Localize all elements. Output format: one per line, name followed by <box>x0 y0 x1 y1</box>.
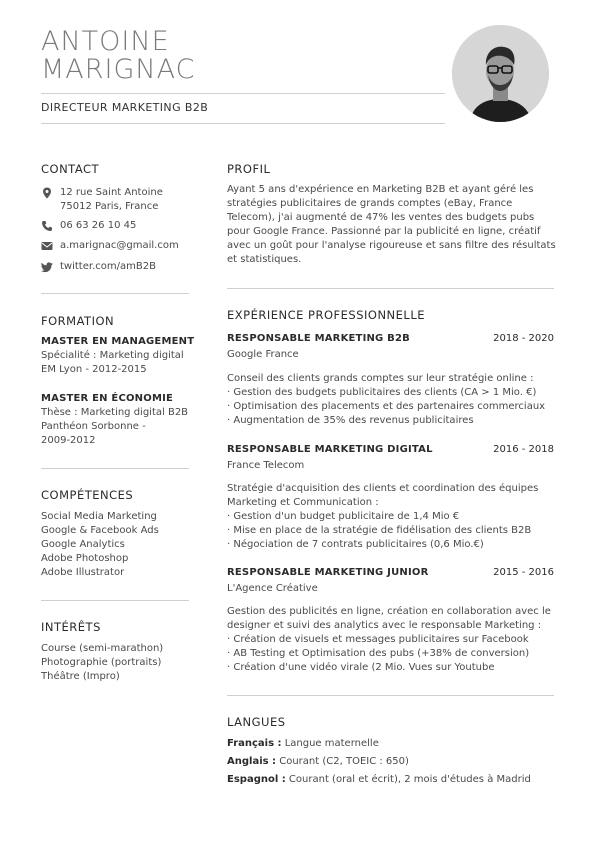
text-line: et statistiques. <box>227 254 302 265</box>
mail-icon <box>41 240 53 252</box>
interets-list <box>41 642 163 684</box>
text-line: · Augmentation de 35% des revenus publicitaires <box>227 415 474 426</box>
degree-title: MASTER EN MANAGEMENT <box>41 336 195 347</box>
text-line: Conseil des clients grands comptes sur leur stratégie online : <box>227 373 534 384</box>
text-line: avec un goût pour l'analyse rigoureuse et sans filtre des résultats <box>227 240 556 251</box>
job-company: France Telecom <box>227 460 305 471</box>
text-line: · Optimisation des placements et des partenaires commerciaux <box>227 401 546 412</box>
language-row <box>227 738 379 749</box>
language-name: Français : <box>227 738 282 749</box>
interets-heading: INTÉRÊTS <box>41 620 101 634</box>
degree-school: EM Lyon - 2012-2015 <box>41 364 147 375</box>
language-row <box>227 756 409 767</box>
degree-school: Panthéon Sorbonne - <box>41 421 146 432</box>
competences-heading: COMPÉTENCES <box>41 488 134 502</box>
location-pin-icon <box>41 187 53 199</box>
profil-divider <box>227 288 554 289</box>
job-title: RESPONSABLE MARKETING JUNIOR <box>227 567 429 578</box>
job-company: L'Agence Créative <box>227 583 318 594</box>
contact-heading: CONTACT <box>41 162 100 176</box>
job-description <box>227 372 557 428</box>
list-item: Théâtre (Impro) <box>41 671 120 682</box>
phone-number: 06 63 26 10 45 <box>60 220 137 231</box>
degree-years: 2009-2012 <box>41 435 96 446</box>
degree-title: MASTER EN ÉCONOMIE <box>41 393 174 404</box>
job-title: RESPONSABLE MARKETING DIGITAL <box>227 444 433 455</box>
list-item: Course (semi-marathon) <box>41 643 164 654</box>
job-dates: 2018 - 2020 <box>493 333 554 344</box>
email-address[interactable]: a.marignac@gmail.com <box>60 240 179 251</box>
text-line: Stratégie d'acquisition des clients et coordination des équipes <box>227 483 539 494</box>
last-name: MARIGNAC <box>41 54 196 85</box>
language-row <box>227 774 531 785</box>
text-line: · Gestion d'un budget publicitaire de 1,4 Mio € <box>227 511 460 522</box>
header-divider-bottom <box>41 123 445 124</box>
address-line-2: 75012 Paris, France <box>60 201 159 212</box>
job-title: RESPONSABLE MARKETING B2B <box>227 333 410 344</box>
list-item: Social Media Marketing <box>41 511 157 522</box>
profil-heading: PROFIL <box>227 162 271 176</box>
list-item: Google Analytics <box>41 539 125 550</box>
candidate-name <box>41 28 195 84</box>
text-line: · Négociation de 7 contrats publicitaires (0,6 Mio.€) <box>227 539 484 550</box>
text-line: stratégies publicitaires de grands comptes (eBay, France <box>227 198 513 209</box>
competences-list <box>41 510 159 580</box>
degree-detail: Spécialité : Marketing digital <box>41 350 184 361</box>
experience-heading: EXPÉRIENCE PROFESSIONNELLE <box>227 308 425 322</box>
phone-icon <box>41 220 53 232</box>
language-level: Courant (oral et écrit), 2 mois d'études à Madrid <box>285 774 531 785</box>
text-line: · Création de visuels et messages publicitaires sur Facebook <box>227 634 529 645</box>
language-name: Espagnol : <box>227 774 286 785</box>
contact-divider <box>41 293 189 294</box>
first-name: ANTOINE <box>41 26 170 57</box>
twitter-handle[interactable]: twitter.com/amB2B <box>60 261 156 272</box>
job-dates: 2016 - 2018 <box>493 444 554 455</box>
text-line: designer et suivi des analytics avec le responsable Marketing : <box>227 620 542 631</box>
profil-text <box>227 183 557 267</box>
list-item: Adobe Illustrator <box>41 567 125 578</box>
text-line: Marketing et Communication : <box>227 497 379 508</box>
text-line: · AB Testing et Optimisation des pubs (+38% de conversion) <box>227 648 530 659</box>
formation-heading: FORMATION <box>41 314 115 328</box>
header-divider-top <box>41 93 445 94</box>
profile-photo <box>452 25 549 122</box>
job-title: DIRECTEUR MARKETING B2B <box>41 101 209 114</box>
list-item: Google & Facebook Ads <box>41 525 159 536</box>
job-company: Google France <box>227 349 299 360</box>
text-line: Ayant 5 ans d'expérience en Marketing B2B et ayant géré les <box>227 184 534 195</box>
text-line: · Gestion des budgets publicitaires des clients (CA > 1 Mio. €) <box>227 387 537 398</box>
text-line: Telecom), j'ai augmenté de 47% les ventes des budgets pubs <box>227 212 535 223</box>
langues-heading: LANGUES <box>227 715 286 729</box>
text-line: · Création d'une vidéo virale (2 Mio. Vues sur Youtube <box>227 662 495 673</box>
list-item: Adobe Photoshop <box>41 553 129 564</box>
list-item: Photographie (portraits) <box>41 657 162 668</box>
twitter-icon <box>41 261 53 273</box>
degree-detail: Thèse : Marketing digital B2B <box>41 407 189 418</box>
formation-divider <box>41 468 189 469</box>
job-description <box>227 482 557 552</box>
language-level: Courant (C2, TOEIC : 650) <box>276 756 409 767</box>
experience-divider <box>227 695 554 696</box>
address-line-1: 12 rue Saint Antoine <box>60 187 163 198</box>
text-line: · Mise en place de la stratégie de fidélisation des clients B2B <box>227 525 532 536</box>
portrait-icon <box>452 25 549 122</box>
formation-item-2 <box>41 392 188 448</box>
competences-divider <box>41 600 189 601</box>
formation-item-1 <box>41 335 194 377</box>
text-line: pour Google France. Passionné par la publicité en ligne, créatif <box>227 226 541 237</box>
job-description <box>227 605 557 675</box>
language-level: Langue maternelle <box>281 738 379 749</box>
language-name: Anglais : <box>227 756 277 767</box>
job-dates: 2015 - 2016 <box>493 567 554 578</box>
text-line: Gestion des publicités en ligne, création en collaboration avec le <box>227 606 551 617</box>
